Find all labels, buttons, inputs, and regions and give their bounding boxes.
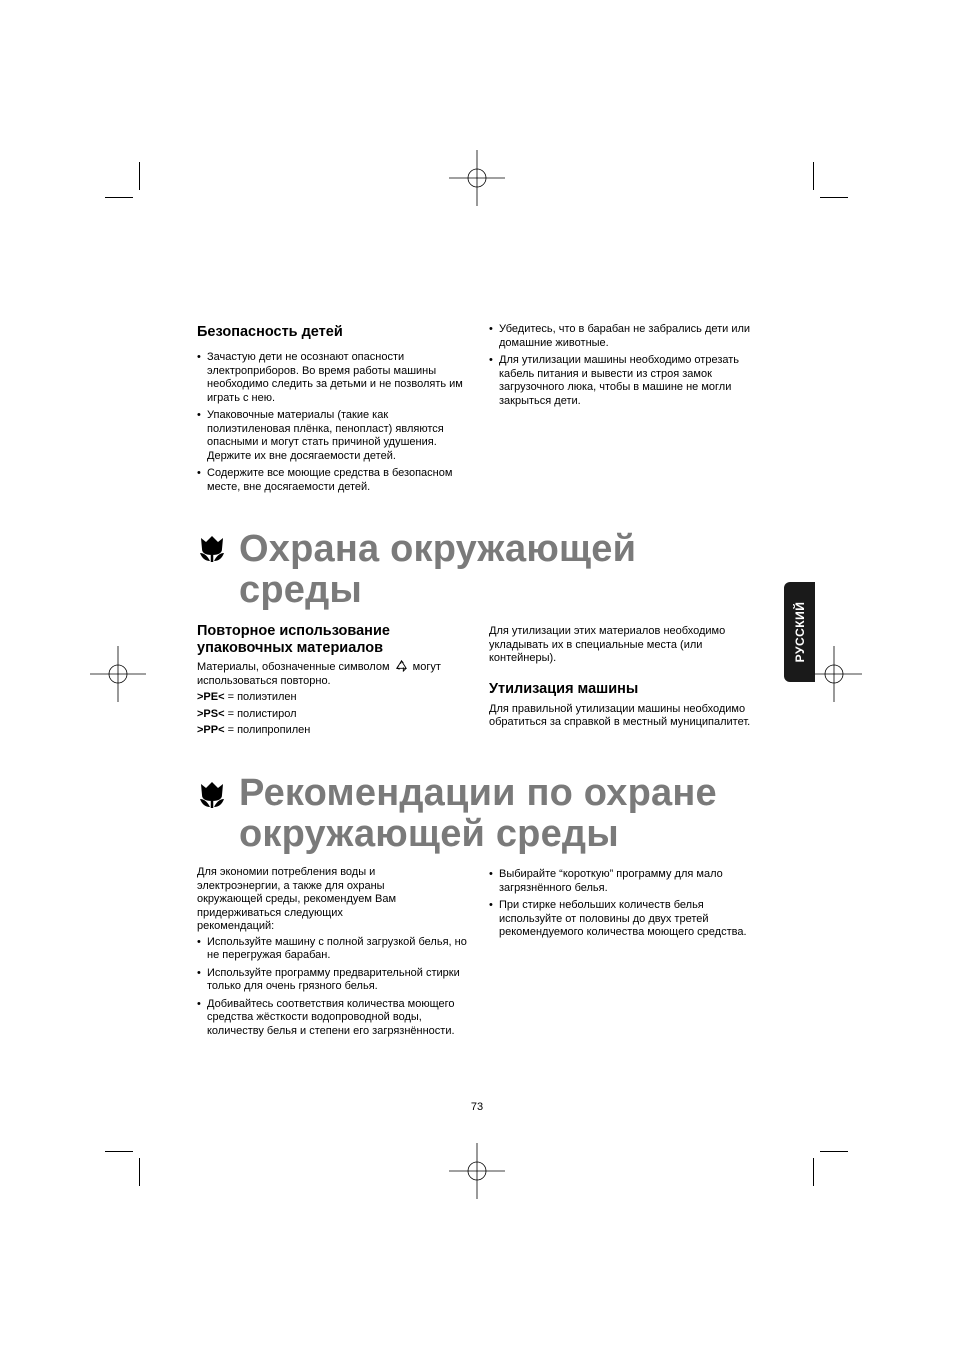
- material-code: >PS<: [197, 707, 225, 720]
- list-item: • Добивайтесь соответствия количества моющего средства жёсткости водопроводной воды, количеству белья и степени его загрязнённости.: [197, 998, 469, 1039]
- material-code: >PP<: [197, 724, 225, 736]
- language-tab: [784, 582, 815, 682]
- reuse-title: [197, 623, 469, 657]
- disposal-column: [489, 625, 753, 730]
- recycle-icon: [395, 660, 408, 672]
- page-number: 73: [470, 1101, 484, 1113]
- recommendations-title: [239, 773, 717, 855]
- machine-disposal-text: Для правильной утилизации машины необходимо обратиться за справкой в местный муниципалитет.: [489, 702, 751, 728]
- material-code-row: [197, 724, 469, 738]
- list-item: • Для утилизации машины необходимо отрезать кабель питания и вывести из строя замок загрузочного люка, чтобы в машине не могли закрыться дети.: [489, 354, 753, 408]
- list-item: • Зачастую дети не осознают опасности электроприборов. Во время работы машины необходимо следить за детьми и не позволять им играть с нею.: [197, 351, 469, 405]
- registration-mark-icon: [449, 150, 505, 206]
- safety-right-list: [489, 323, 753, 408]
- flower-icon: [197, 534, 227, 564]
- list-item: • Упаковочные материалы (такие как полиэтиленовая плёнка, пенопласт) являются опасными и могут стать причиной удушения. Держите их вне досягаемости детей.: [197, 409, 469, 463]
- list-item: • При стирке небольших количеств белья используйте от половины до двух третей рекомендуемого количества моющего средства.: [489, 899, 747, 940]
- material-meaning: = полистирол: [224, 707, 297, 720]
- material-meaning: = полипропилен: [224, 724, 311, 736]
- list-item: • Выбирайте “короткую” программу для мало загрязнённого белья.: [489, 868, 747, 895]
- environment-title-line1: Охрана окружающей: [239, 528, 637, 570]
- safety-left-column: [197, 324, 469, 498]
- reuse-text: [197, 660, 469, 688]
- language-tab-label: РУССКИЙ: [792, 601, 807, 663]
- disposal-text: Для утилизации этих материалов необходимо укладывать их в специальные места (или контейнеры).: [489, 625, 726, 664]
- safety-title: Безопасность детей: [197, 324, 343, 340]
- material-meaning: = полиэтилен: [224, 691, 297, 703]
- list-item: • Используйте машину с полной загрузкой белья, но не перегружая барабан.: [197, 936, 469, 963]
- machine-disposal-title: Утилизация машины: [489, 680, 639, 697]
- registration-mark-icon: [449, 1143, 505, 1199]
- recommendations-title-line2: окружающей среды: [239, 813, 619, 855]
- list-item: • Содержите все моющие средства в безопасном месте, вне досягаемости детей.: [197, 467, 469, 494]
- list-item: • Используйте программу предварительной стирки только для очень грязного белья.: [197, 967, 469, 994]
- reuse-text-after: могут использоваться повторно.: [197, 661, 441, 687]
- material-code-row: [197, 691, 469, 705]
- reuse-text-before: Материалы, обозначенные символом: [197, 661, 390, 673]
- material-code-row: [197, 708, 469, 722]
- reuse-column: [197, 623, 469, 738]
- registration-mark-icon: [90, 646, 146, 702]
- recommendations-title-line1: Рекомендации по охране: [239, 772, 717, 814]
- recommendations-intro: Для экономии потребления воды и электроэнергии, а также для охраны окружающей среды, рекомендуем Вам придерживаться следующих рекомендаций:: [197, 866, 397, 932]
- safety-left-list: [197, 351, 469, 494]
- recommendations-left-column: [197, 866, 469, 1042]
- list-item: • Убедитесь, что в барабан не забрались дети или домашние животные.: [489, 323, 753, 350]
- environment-title-line2: среды: [239, 569, 363, 611]
- environment-title: [239, 529, 636, 611]
- recommendations-left-list: [197, 936, 469, 1039]
- flower-icon: [197, 780, 227, 810]
- safety-right-column: [489, 323, 753, 412]
- reuse-title-line2: упаковочных материалов: [197, 640, 384, 656]
- reuse-title-line1: Повторное использование: [197, 623, 390, 639]
- recommendations-right-column: [489, 868, 747, 944]
- material-code: >PE<: [197, 691, 225, 703]
- recommendations-right-list: [489, 868, 747, 940]
